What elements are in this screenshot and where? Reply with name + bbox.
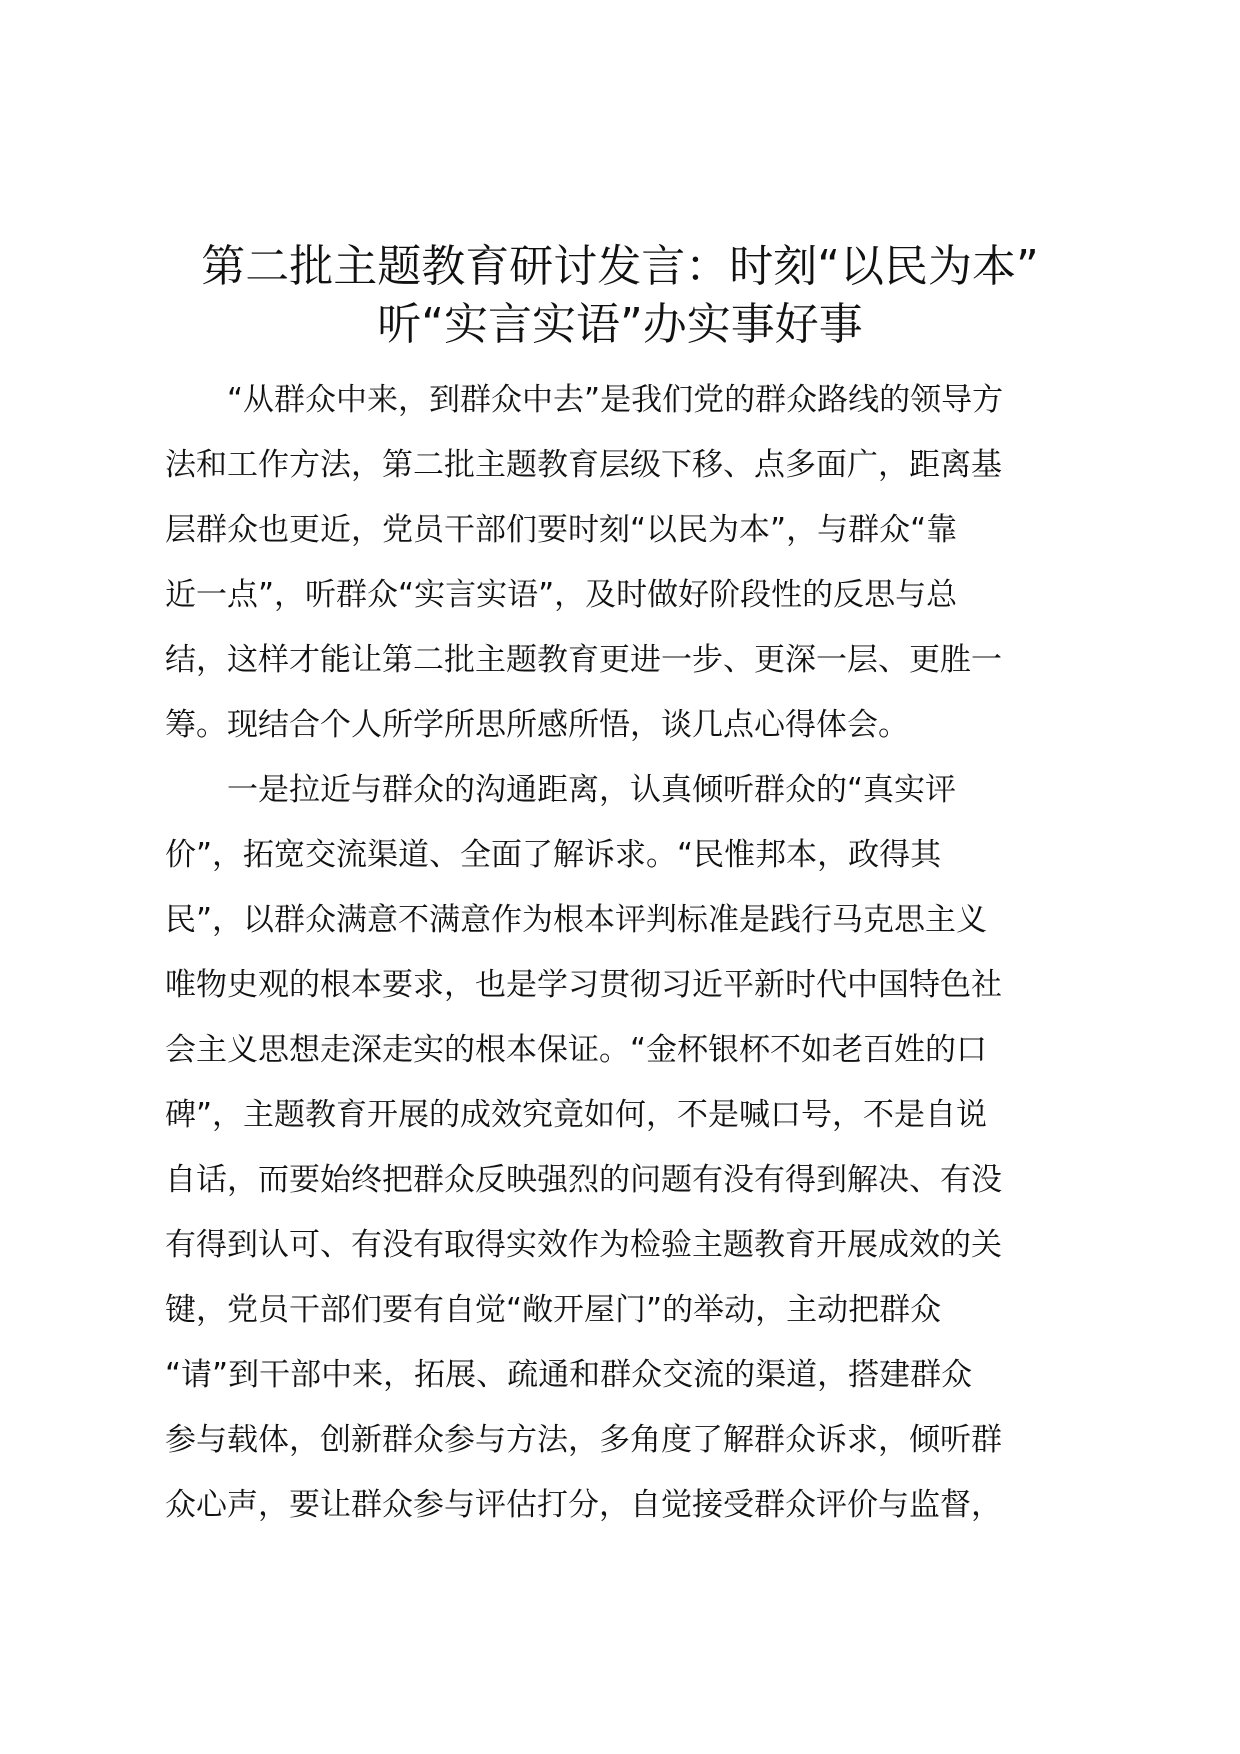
text-line: 键，党员干部们要有自觉“敞开屋门”的举动，主动把群众 bbox=[165, 1292, 942, 1328]
text-line: 一是拉近与群众的沟通距离，认真倾听群众的“真实评 bbox=[165, 772, 957, 808]
paragraph-point-one bbox=[165, 758, 1085, 1538]
text-line: 会主义思想走深走实的根本保证。“金杯银杯不如老百姓的口 bbox=[165, 1032, 988, 1068]
document-body bbox=[165, 368, 1085, 1538]
text-line: “请”到干部中来，拓展、疏通和群众交流的渠道，搭建群众 bbox=[165, 1357, 973, 1393]
text-line: 层群众也更近，党员干部们要时刻“以民为本”，与群众“靠 bbox=[165, 512, 958, 548]
document-title bbox=[150, 238, 1090, 354]
text-line: 唯物史观的根本要求，也是学习贯彻习近平新时代中国特色社 bbox=[165, 967, 1002, 1003]
text-line: 价”，拓宽交流渠道、全面了解诉求。“民惟邦本，政得其 bbox=[165, 837, 942, 873]
text-line: 参与载体，创新群众参与方法，多角度了解群众诉求，倾听群 bbox=[165, 1422, 1002, 1458]
text-line: 法和工作方法，第二批主题教育层级下移、点多面广，距离基 bbox=[165, 447, 1002, 483]
text-line: 结，这样才能让第二批主题教育更进一步、更深一层、更胜一 bbox=[165, 642, 1002, 678]
text-line: “从群众中来，到群众中去”是我们党的群众路线的领导方 bbox=[165, 382, 1004, 418]
text-line: 自话，而要始终把群众反映强烈的问题有没有得到解决、有没 bbox=[165, 1162, 1002, 1198]
text-line: 有得到认可、有没有取得实效作为检验主题教育开展成效的关 bbox=[165, 1227, 1002, 1263]
title-line-1: 第二批主题教育研讨发言：时刻“以民为本” bbox=[201, 241, 1039, 292]
paragraph-intro bbox=[165, 368, 1085, 758]
text-line: 众心声，要让群众参与评估打分，自觉接受群众评价与监督， bbox=[165, 1487, 1002, 1523]
text-line: 民”，以群众满意不满意作为根本评判标准是践行马克思主义 bbox=[165, 902, 988, 938]
text-line: 碑”，主题教育开展的成效究竟如何，不是喊口号，不是自说 bbox=[165, 1097, 988, 1133]
text-line: 筹。现结合个人所学所思所感所悟，谈几点心得体会。 bbox=[165, 707, 909, 743]
title-line-2: 听“实言实语”办实事好事 bbox=[377, 299, 863, 350]
text-line: 近一点”，听群众“实言实语”，及时做好阶段性的反思与总 bbox=[165, 577, 958, 613]
